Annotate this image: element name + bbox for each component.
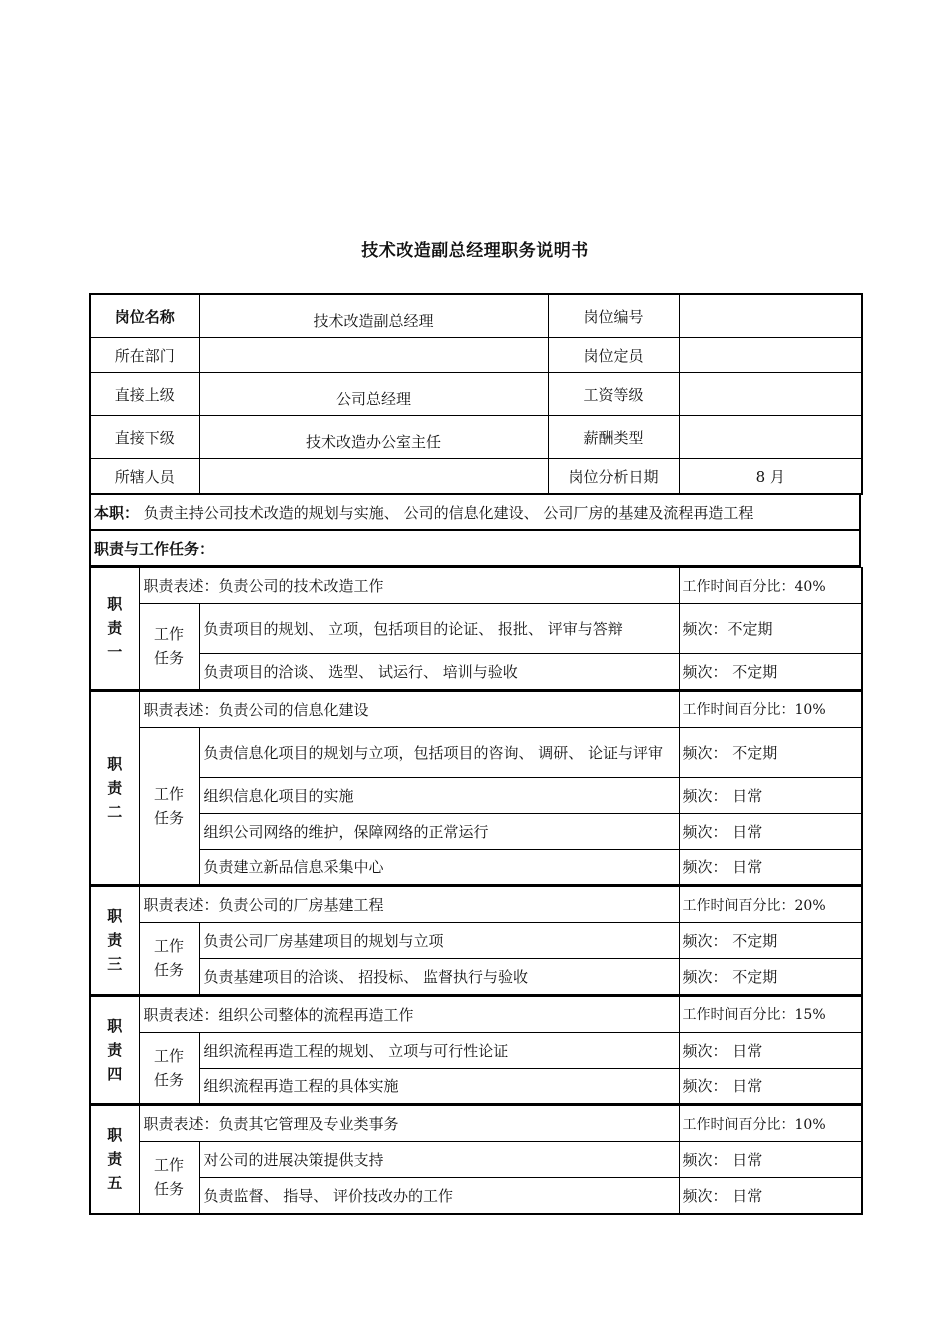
duties-heading: 职责与工作任务： <box>94 539 215 558</box>
duty-description-row <box>90 1106 862 1142</box>
duty-label-char: 职 <box>107 595 123 614</box>
time-percentage: 工作时间百分比：20% <box>679 887 862 923</box>
info-row <box>90 294 862 338</box>
info-label: 岗位分析日期 <box>548 459 679 495</box>
duty-block <box>89 996 863 1106</box>
task-text: 组织流程再造工程的规划、 立项与可行性论证 <box>199 1032 679 1068</box>
task-row <box>90 813 862 849</box>
task-frequency: 频次： 日常 <box>679 1032 862 1068</box>
task-row <box>90 654 862 690</box>
task-text: 负责建立新品信息采集中心 <box>199 849 679 885</box>
task-frequency: 频次： 不定期 <box>679 959 862 995</box>
info-label: 薪酬类型 <box>548 416 679 459</box>
info-value <box>679 294 862 338</box>
duty-label <box>90 996 139 1104</box>
task-row <box>90 849 862 885</box>
time-percentage: 工作时间百分比：40% <box>679 568 862 604</box>
duty-label-char: 职 <box>107 1016 123 1035</box>
task-row <box>90 727 862 777</box>
time-percentage: 工作时间百分比：10% <box>679 1106 862 1142</box>
task-row <box>90 604 862 654</box>
task-text: 对公司的进展决策提供支持 <box>199 1142 679 1178</box>
task-frequency: 频次：不定期 <box>679 604 862 654</box>
task-text: 负责公司厂房基建项目的规划与立项 <box>199 923 679 959</box>
task-text: 负责项目的洽谈、 选型、 试运行、 培训与验收 <box>199 654 679 690</box>
task-text: 组织信息化项目的实施 <box>199 777 679 813</box>
time-percentage: 工作时间百分比：15% <box>679 996 862 1032</box>
duties-heading-band <box>89 531 861 567</box>
duty-label <box>90 887 139 995</box>
duty-label-char: 三 <box>107 955 123 974</box>
info-label: 直接下级 <box>90 416 199 459</box>
info-label: 岗位名称 <box>90 294 199 338</box>
job-summary <box>90 495 860 530</box>
work-task-label <box>139 1142 199 1214</box>
duty-description: 职责表述：组织公司整体的流程再造工作 <box>139 996 679 1032</box>
task-row <box>90 1032 862 1068</box>
duty-label-char: 职 <box>107 754 123 773</box>
info-row <box>90 416 862 459</box>
task-frequency: 频次： 日常 <box>679 813 862 849</box>
info-value <box>679 416 862 459</box>
duty-description: 职责表述：负责公司的厂房基建工程 <box>139 887 679 923</box>
info-value: 8 月 <box>679 459 862 495</box>
task-frequency: 频次： 日常 <box>679 1178 862 1214</box>
info-value: 技术改造副总经理 <box>199 294 548 338</box>
task-frequency: 频次： 日常 <box>679 849 862 885</box>
work-task-label-text: 工作 <box>153 937 184 956</box>
duty-label <box>90 568 139 690</box>
work-task-label-text: 任务 <box>153 1180 184 1199</box>
task-row <box>90 923 862 959</box>
duty-block <box>89 1105 863 1215</box>
info-row <box>90 373 862 416</box>
info-label: 所辖人员 <box>90 459 199 495</box>
duty-description-row <box>90 887 862 923</box>
duty-description-row <box>90 691 862 727</box>
duty-description: 职责表述：负责其它管理及专业类事务 <box>139 1106 679 1142</box>
task-frequency: 频次： 日常 <box>679 1142 862 1178</box>
info-label: 直接上级 <box>90 373 199 416</box>
task-frequency: 频次： 不定期 <box>679 923 862 959</box>
info-value: 技术改造办公室主任 <box>199 416 548 459</box>
work-task-label-text: 任务 <box>153 1070 184 1089</box>
info-row <box>90 459 862 495</box>
info-value <box>199 338 548 373</box>
work-task-label <box>139 727 199 885</box>
work-task-label <box>139 923 199 995</box>
duty-label-char: 职 <box>107 1126 123 1145</box>
duty-label-char: 责 <box>107 931 123 950</box>
work-task-label-text: 工作 <box>153 625 184 644</box>
duty-block <box>89 886 863 996</box>
task-text: 负责项目的规划、 立项，包括项目的论证、 报批、 评审与答辩 <box>199 604 679 654</box>
work-task-label-text: 任务 <box>153 649 184 668</box>
task-row <box>90 1068 862 1104</box>
task-text: 组织流程再造工程的具体实施 <box>199 1068 679 1104</box>
duty-label-char: 二 <box>107 802 123 821</box>
info-value <box>199 459 548 495</box>
work-task-label <box>139 1032 199 1104</box>
summary-label: 本职： <box>94 503 140 522</box>
info-row <box>90 338 862 373</box>
work-task-label-text: 任务 <box>153 961 184 980</box>
summary-band <box>89 495 861 531</box>
summary-text: 负责主持公司技术改造的规划与实施、 公司的信息化建设、 公司厂房的基建及流程再造工程 <box>143 503 754 522</box>
duty-label-char: 五 <box>107 1174 123 1193</box>
duty-label <box>90 1106 139 1214</box>
task-row <box>90 959 862 995</box>
info-value: 公司总经理 <box>199 373 548 416</box>
duty-label-char: 职 <box>107 907 123 926</box>
duty-label-char: 一 <box>107 643 123 662</box>
info-label: 岗位编号 <box>548 294 679 338</box>
duties-container <box>89 567 861 1215</box>
duty-label <box>90 691 139 885</box>
work-task-label <box>139 604 199 690</box>
work-task-label-text: 任务 <box>153 808 184 827</box>
basic-info-table <box>89 293 863 495</box>
job-description-document <box>89 293 861 1215</box>
document-title: 技术改造副总经理职务说明书 <box>361 241 589 261</box>
task-row <box>90 1142 862 1178</box>
task-text: 组织公司网络的维护，保障网络的正常运行 <box>199 813 679 849</box>
duty-label-char: 四 <box>107 1064 123 1083</box>
task-text: 负责信息化项目的规划与立项，包括项目的咨询、 调研、 论证与评审 <box>199 727 679 777</box>
duty-label-char: 责 <box>107 778 123 797</box>
task-frequency: 频次： 日常 <box>679 777 862 813</box>
task-frequency: 频次： 日常 <box>679 1068 862 1104</box>
duty-label-char: 责 <box>107 1040 123 1059</box>
duty-description: 职责表述：负责公司的信息化建设 <box>139 691 679 727</box>
info-value <box>679 373 862 416</box>
task-text: 负责基建项目的洽谈、 招投标、 监督执行与验收 <box>199 959 679 995</box>
task-frequency: 频次： 不定期 <box>679 654 862 690</box>
duty-description: 职责表述：负责公司的技术改造工作 <box>139 568 679 604</box>
work-task-label-text: 工作 <box>153 784 184 803</box>
info-value <box>679 338 862 373</box>
work-task-label-text: 工作 <box>153 1046 184 1065</box>
task-row <box>90 777 862 813</box>
info-label: 工资等级 <box>548 373 679 416</box>
task-frequency: 频次： 不定期 <box>679 727 862 777</box>
time-percentage: 工作时间百分比：10% <box>679 691 862 727</box>
info-label: 岗位定员 <box>548 338 679 373</box>
duty-description-row <box>90 568 862 604</box>
duty-block <box>89 691 863 887</box>
work-task-label-text: 工作 <box>153 1156 184 1175</box>
duty-block <box>89 567 863 691</box>
info-label: 所在部门 <box>90 338 199 373</box>
duty-description-row <box>90 996 862 1032</box>
duty-label-char: 责 <box>107 619 123 638</box>
duty-label-char: 责 <box>107 1150 123 1169</box>
task-text: 负责监督、 指导、 评价技改办的工作 <box>199 1178 679 1214</box>
task-row <box>90 1178 862 1214</box>
